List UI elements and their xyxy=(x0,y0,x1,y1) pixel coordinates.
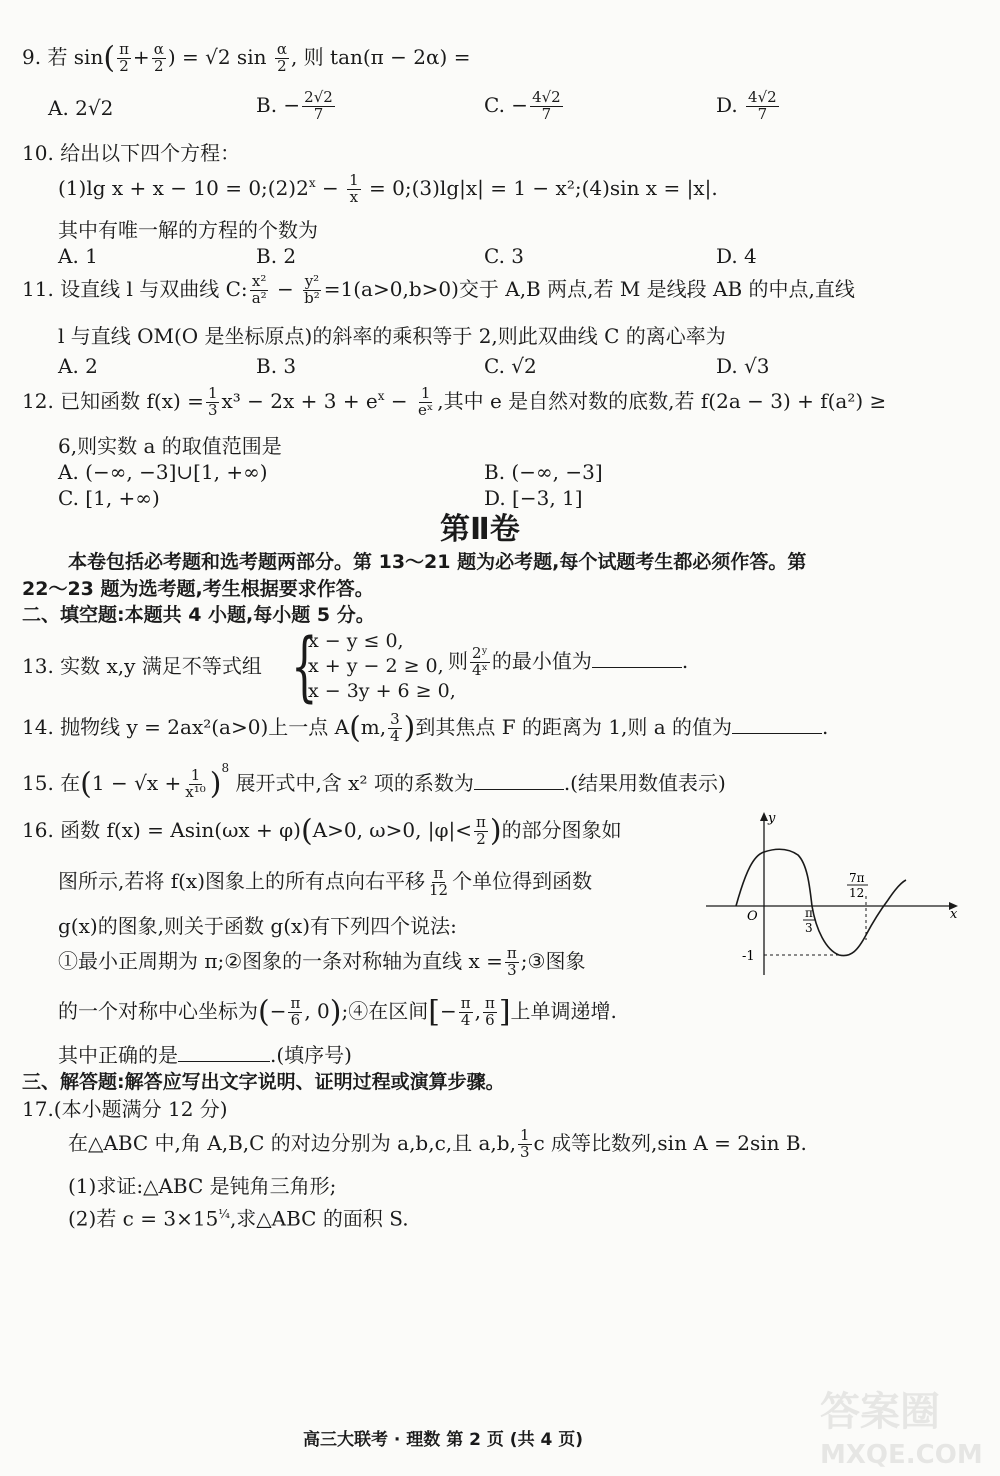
q17-heading: 17.(本小题满分 12 分) xyxy=(22,1097,228,1121)
q17-part2: (2)若 $c = 3\times 15^{\frac{1}{4}}$,求△ABC 的面积 S. xyxy=(68,1206,409,1231)
q12-option-c: C. [1, +∞) xyxy=(58,486,160,510)
q10-option-a: A. 1 xyxy=(58,244,98,268)
q10-option-b: B. 2 xyxy=(256,244,297,268)
x-label: x xyxy=(950,907,958,922)
watermark-logo: 答案圈 xyxy=(820,1389,940,1435)
q10-option-c: C. 3 xyxy=(484,244,525,268)
sine-graph xyxy=(706,810,966,980)
q14-stem: 14. 抛物线 y = 2ax²(a>0)上一点 A(m, $\frac{3}{4}$ )到其焦点 F 的距离为 1,则 a 的值为 . xyxy=(22,710,829,746)
q10-option-d: D. 4 xyxy=(716,244,757,268)
q14-answer-blank[interactable] xyxy=(732,732,822,734)
q11-line2: l 与直线 OM(O 是坐标原点)的斜率的乘积等于 2,则此双曲线 C 的离心率为 xyxy=(58,324,726,348)
part3-heading: 三、解答题:解答应写出文字说明、证明过程或演算步骤。 xyxy=(22,1071,505,1093)
q9-option-b: B. − $\frac{2√2}{7}$ xyxy=(256,88,333,123)
seven-pi-twelfths-den: 12 xyxy=(849,886,865,900)
q17-stem: 在△ABC 中,角 A,B,C 的对边分别为 a,b,c,且 a,b, $\frac{1}{3}$ c 成等比数列,sin A = 2sin B. xyxy=(68,1126,807,1161)
q16-line6: 其中正确的是 .(填序号) xyxy=(58,1043,352,1067)
q16-line2: 图所示,若将 f(x)图象上的所有点向右平移 $\frac{\pi}{12}$ 个单位得到函数 xyxy=(58,864,593,899)
q16-line5: 的一个对称中心坐标为(− $\frac{\pi}{6}$ , 0);④在区间[− $\frac{\pi}{4}$ , $\frac{\pi}{6}$ ]上单调递增. xyxy=(58,994,617,1030)
q9-stem: 9. 若 sin( $\frac{\pi}{2}$ + $\frac{\alpha}{2}$ ) = √2 sin $\frac{\alpha}{2}$ , 则 tan(π − 2α) = xyxy=(22,40,471,76)
y-label: y xyxy=(768,811,776,826)
q9-option-c: C. − $\frac{4√2}{7}$ xyxy=(484,88,561,123)
q16-stem: 16. 函数 f(x) = Asin(ωx + φ)(A>0, ω>0, |φ|< $\frac{\pi}{2}$ )的部分图象如 xyxy=(22,813,622,849)
section-intro-1: 本卷包括必考题和选考题两部分。第 13～21 题为必考题,每个试题考生都必须作答。第 xyxy=(68,551,807,573)
q15-answer-blank[interactable] xyxy=(474,788,564,790)
q16-line4: ①最小正周期为 π;②图象的一条对称轴为直线 x = $\frac{\pi}{3}$ ;③图象 xyxy=(58,944,586,979)
q13-answer-blank[interactable] xyxy=(592,666,682,668)
pi-over-3-den: 3 xyxy=(805,921,813,935)
neg-one-label: -1 xyxy=(742,949,755,964)
origin-label: O xyxy=(747,909,758,924)
q17-part1: (1)求证:△ABC 是钝角三角形; xyxy=(68,1174,337,1198)
pi-over-3-num: π xyxy=(805,906,813,920)
q13-constraint-2: x + y − 2 ≥ 0, xyxy=(308,655,444,677)
q16-answer-blank[interactable] xyxy=(178,1060,270,1062)
sine-curve xyxy=(736,849,906,955)
q12-stem: 12. 已知函数 f(x) = $\frac{1}{3}$ $x^3 - 2x + 3 + e^x$ − $\frac{1}{\text{eˣ}}$ ,其中 e 是自然对数的底数,若 f(2a − 3) + f(a²) ≥ xyxy=(22,384,887,419)
q9-option-d: D. $\frac{4√2}{7}$ xyxy=(716,88,777,123)
watermark-url: MXQE.COM xyxy=(820,1440,983,1470)
section-title: 第Ⅱ卷 xyxy=(440,512,520,547)
q9-option-a: A. 2√2 xyxy=(48,96,114,120)
seven-pi-twelfths-num: 7π xyxy=(849,871,865,885)
q11-option-a: A. 2 xyxy=(58,354,98,378)
q11-option-d: D. √3 xyxy=(716,354,770,378)
q12-option-d: D. [−3, 1] xyxy=(484,486,583,510)
q11-stem: 11. 设直线 l 与双曲线 C: $\frac{\text{x²}}{\text{a²}}$ − $\frac{\text{y²}}{\text{b²}}$ =1(a>0,b>0)交于 A,B 两点,若 M 是线段 AB 的中点,直线 xyxy=(22,272,855,307)
part2-heading: 二、填空题:本题共 4 小题,每小题 5 分。 xyxy=(22,604,375,626)
q13-stem: 13. 实数 x,y 满足不等式组 xyxy=(22,654,262,678)
q16-line3: g(x)的图象,则关于函数 g(x)有下列四个说法: xyxy=(58,914,457,938)
q15-stem: 15. 在(1 − √x + $\frac{1}{\text{x¹⁰}}$ )$^8$ 展开式中,含 x² 项的系数为 .(结果用数值表示) xyxy=(22,761,726,802)
q10-question: 其中有唯一解的方程的个数为 xyxy=(58,218,318,242)
q10-stem: 10. 给出以下四个方程： xyxy=(22,141,241,165)
q12-line2: 6,则实数 a 的取值范围是 xyxy=(58,434,282,458)
q11-option-c: C. √2 xyxy=(484,354,537,378)
q13-constraint-3: x − 3y + 6 ≥ 0, xyxy=(308,680,456,702)
q13-brace: { xyxy=(291,621,318,710)
y-axis-arrow xyxy=(760,812,768,821)
q10-equations: (1)lg $x + x - 10 = 0;(2)2^x$ − $\frac{1}{x}$ = 0;(3)lg|x| = 1 − x²;(4)sin x = |x|. xyxy=(58,171,718,206)
q12-option-a: A. (−∞, −3]∪[1, +∞) xyxy=(58,460,268,484)
q13-constraint-1: x − y ≤ 0, xyxy=(308,630,404,652)
q12-option-b: B. (−∞, −3] xyxy=(484,460,603,484)
q11-option-b: B. 3 xyxy=(256,354,297,378)
section-intro-2: 22～23 题为选考题,考生根据要求作答。 xyxy=(22,578,374,600)
page-footer: 高三大联考 · 理数 第 2 页 (共 4 页) xyxy=(303,1430,584,1450)
q13-expression: 则 $\frac{\text{2ʸ}}{\text{4ˣ}}$ 的最小值为 . xyxy=(448,644,689,679)
